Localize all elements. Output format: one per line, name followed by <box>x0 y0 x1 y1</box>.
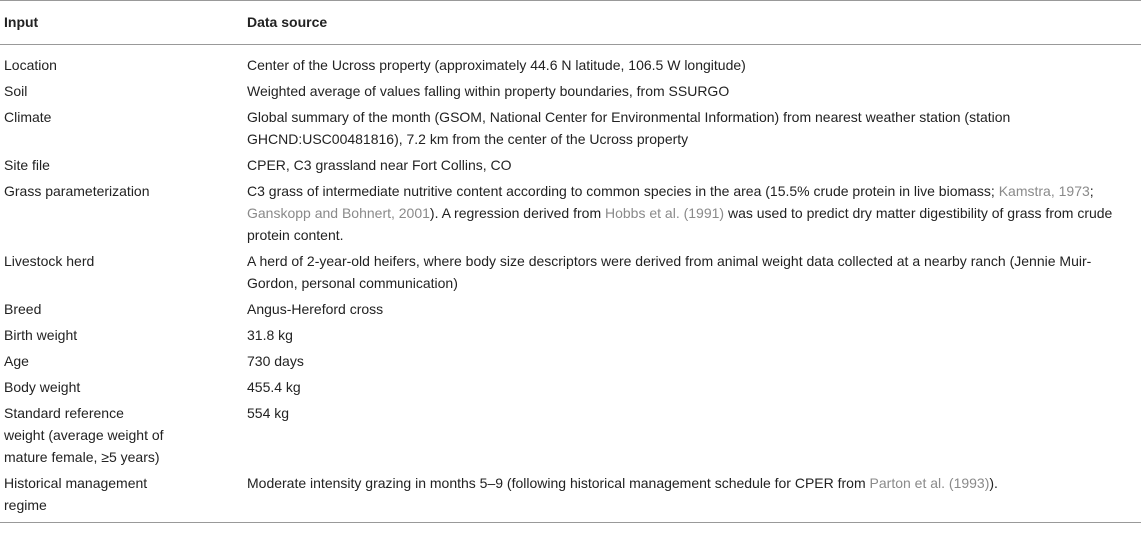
row-source-historical-management-regime <box>245 472 1141 523</box>
grass-text-3: ). A regression derived from <box>429 205 605 221</box>
table-row-soil <box>0 80 1141 106</box>
row-source-standard-reference-weight: 554 kg <box>247 405 290 421</box>
header-data-source: Data source <box>245 1 1141 45</box>
grass-text-1: C3 grass of intermediate nutritive content according to common species in the area (15.5% crude protein in live biomass; <box>247 183 999 199</box>
row-input-body-weight: Body weight <box>4 379 81 395</box>
row-source-age: 730 days <box>247 353 304 369</box>
reference-link-ganskopp-bohnert-2001[interactable]: Ganskopp and Bohnert, 2001 <box>247 205 430 221</box>
grass-text-2: ; <box>1089 183 1094 199</box>
row-source-grass-parameterization <box>245 180 1141 250</box>
table-row-site-file <box>0 154 1141 180</box>
table-row-standard-reference-weight <box>0 402 1141 472</box>
table-row-livestock-herd <box>0 250 1141 298</box>
reference-link-parton-1993[interactable]: Parton et al. (1993) <box>869 475 990 491</box>
row-input-age: Age <box>4 353 29 369</box>
row-input-climate: Climate <box>4 109 52 125</box>
table-row-age <box>0 350 1141 376</box>
row-source-climate: Global summary of the month (GSOM, National Center for Environmental Information) from nearest weather station (station GHCND:USC00481816), 7.2 km from the center of the Ucross property <box>247 109 1011 147</box>
row-input-grass-parameterization: Grass parameterization <box>4 183 150 199</box>
row-input-birth-weight: Birth weight <box>4 327 78 343</box>
header-input: Input <box>0 1 245 45</box>
table-row-location <box>0 45 1141 81</box>
grass-text-4: was used to predict dry matter digestibility of grass from crude protein content. <box>247 205 1113 243</box>
row-source-soil: Weighted average of values falling within property boundaries, from SSURGO <box>247 83 730 99</box>
management-text-2: ). <box>989 475 998 491</box>
row-source-site-file: CPER, C3 grassland near Fort Collins, CO <box>247 157 512 173</box>
row-source-breed: Angus-Hereford cross <box>247 301 384 317</box>
row-input-livestock-herd: Livestock herd <box>4 253 95 269</box>
row-input-historical-management-regime: Historical management regime <box>0 472 245 523</box>
table-row-historical-management-regime <box>0 472 1141 523</box>
row-input-soil: Soil <box>4 83 28 99</box>
table-row-grass-parameterization <box>0 180 1141 250</box>
table-row-body-weight <box>0 376 1141 402</box>
table-header-row <box>0 1 1141 45</box>
table-row-breed <box>0 298 1141 324</box>
management-text-1: Moderate intensity grazing in months 5–9 (following historical management schedule for CPER from <box>247 475 870 491</box>
table-row-birth-weight <box>0 324 1141 350</box>
row-input-standard-reference-weight: Standard reference weight (average weight of mature female, ≥5 years) <box>4 405 164 465</box>
row-source-birth-weight: 31.8 kg <box>247 327 293 343</box>
reference-link-kamstra-1973[interactable]: Kamstra, 1973 <box>998 183 1090 199</box>
row-source-body-weight: 455.4 kg <box>247 379 301 395</box>
row-input-site-file: Site file <box>4 157 50 173</box>
row-input-location: Location <box>4 57 57 73</box>
reference-link-hobbs-1991[interactable]: Hobbs et al. (1991) <box>605 205 725 221</box>
row-source-location: Center of the Ucross property (approximately 44.6 N latitude, 106.5 W longitude) <box>247 57 746 73</box>
row-source-livestock-herd: A herd of 2-year-old heifers, where body size descriptors were derived from animal weight data collected at a nearby ranch (Jennie Muir-Gordon, personal communication) <box>247 253 1092 291</box>
row-input-breed: Breed <box>4 301 42 317</box>
table-row-climate <box>0 106 1141 154</box>
